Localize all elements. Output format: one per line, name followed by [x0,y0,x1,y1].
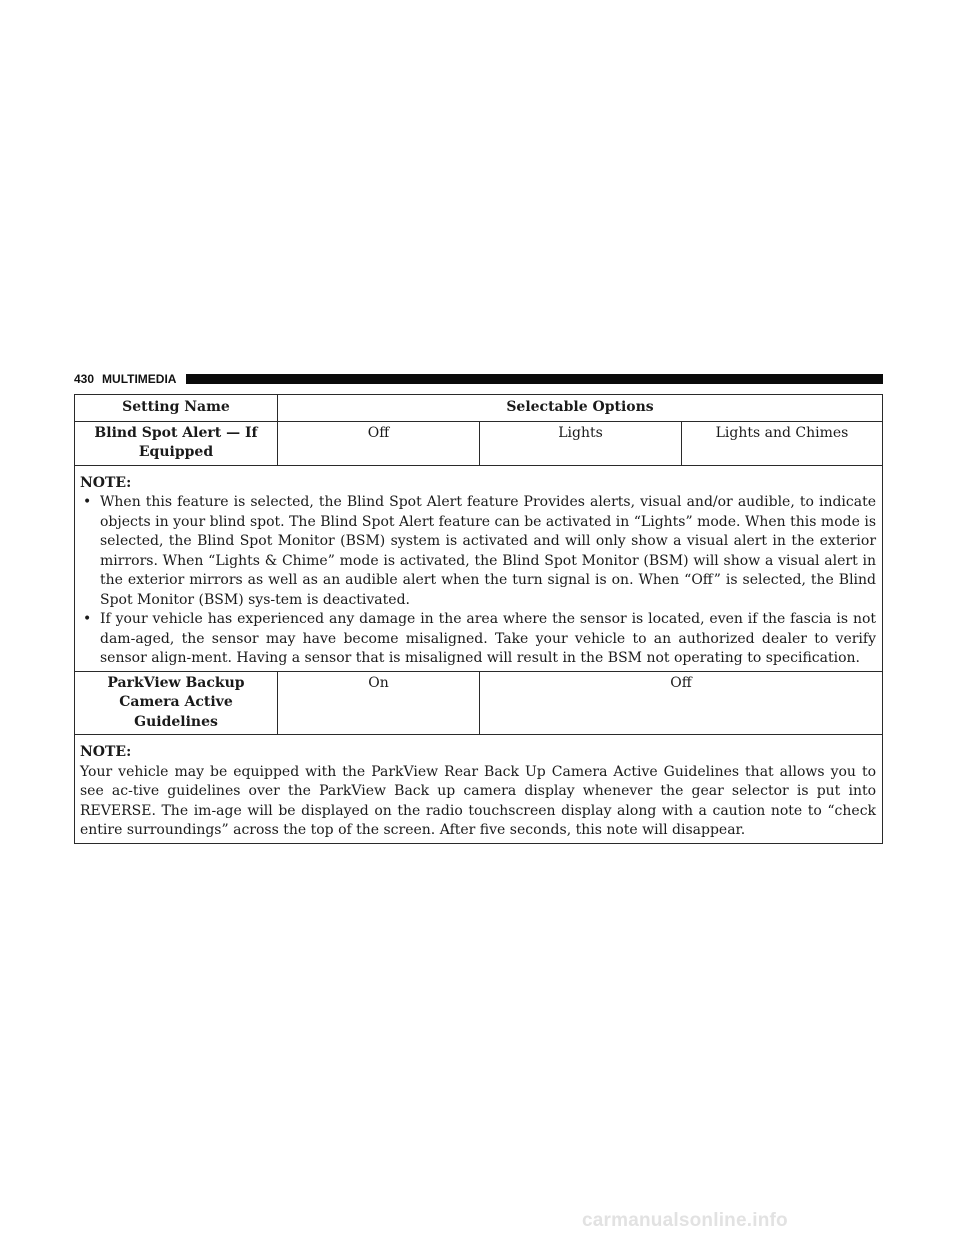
option-on: On [278,671,480,735]
table-row [75,671,883,735]
note-bullet-text: When this feature is selected, the Blind Spot Alert feature Provides alerts, visual and/or audible, to indicate objects in your blind spot. The Blind Spot Alert feature can be activated in “Lights” mode. When this mode is selected, the Blind Spot Monitor (BSM) system is activated and will only show a visual alert in the exterior mirrors. When “Lights & Chime” mode is activated, the Blind Spot Monitor (BSM) will show a visual alert in the exterior mirrors as well as an audible alert when the turn signal is on. When “Off” is selected, the Blind Spot Monitor (BSM) sys-tem is deactivated. [100,494,877,608]
note-list [80,493,876,669]
note-bullet-text: If your vehicle has experienced any damage in the area where the sensor is located, even if the fascia is not dam-aged, the sensor may have become misaligned. Take your vehicle to an authorized dealer to verify sensor align-ment. Having a sensor that is misaligned will result in the BSM not operating to specification. [100,611,877,666]
watermark: carmanualsonline.info [582,1210,788,1231]
note-row [75,735,883,844]
note-paragraph: Your vehicle may be equipped with the ParkView Rear Back Up Camera Active Guidelines that allows you to see ac-tive guidelines over the ParkView Back up camera display whenever the gear selector is put into REVERSE. The im-age will be displayed on the radio touchscreen display along with a caution note to “check entire surroundings” across the top of the screen. After five seconds, this note will disappear. [80,763,877,838]
column-header-selectable-options: Selectable Options [278,395,883,422]
option-off: Off [278,421,480,465]
setting-name-parkview-guidelines: ParkView Backup Camera Active Guidelines [75,671,278,735]
note-row [75,465,883,671]
section-title: MULTIMEDIA [102,372,177,386]
note-bullet-item [80,493,876,610]
bullet-icon: • [83,611,92,627]
note-label: NOTE: [80,474,132,491]
bullet-icon: • [83,494,92,510]
page-header [74,371,883,387]
note-bullet-item [80,610,876,669]
table-header-row [75,395,883,422]
column-header-setting-name: Setting Name [75,395,278,422]
page-number: 430 [74,372,95,386]
option-lights-and-chimes: Lights and Chimes [682,421,883,465]
setting-name-blind-spot-alert: Blind Spot Alert — If Equipped [75,421,278,465]
settings-table [74,394,883,844]
note-cell-blind-spot-alert [75,465,883,671]
header-rule [186,374,883,384]
table-row [75,421,883,465]
note-label: NOTE: [80,744,132,760]
option-off: Off [480,671,883,735]
note-cell-parkview [75,735,883,844]
option-lights: Lights [480,421,682,465]
